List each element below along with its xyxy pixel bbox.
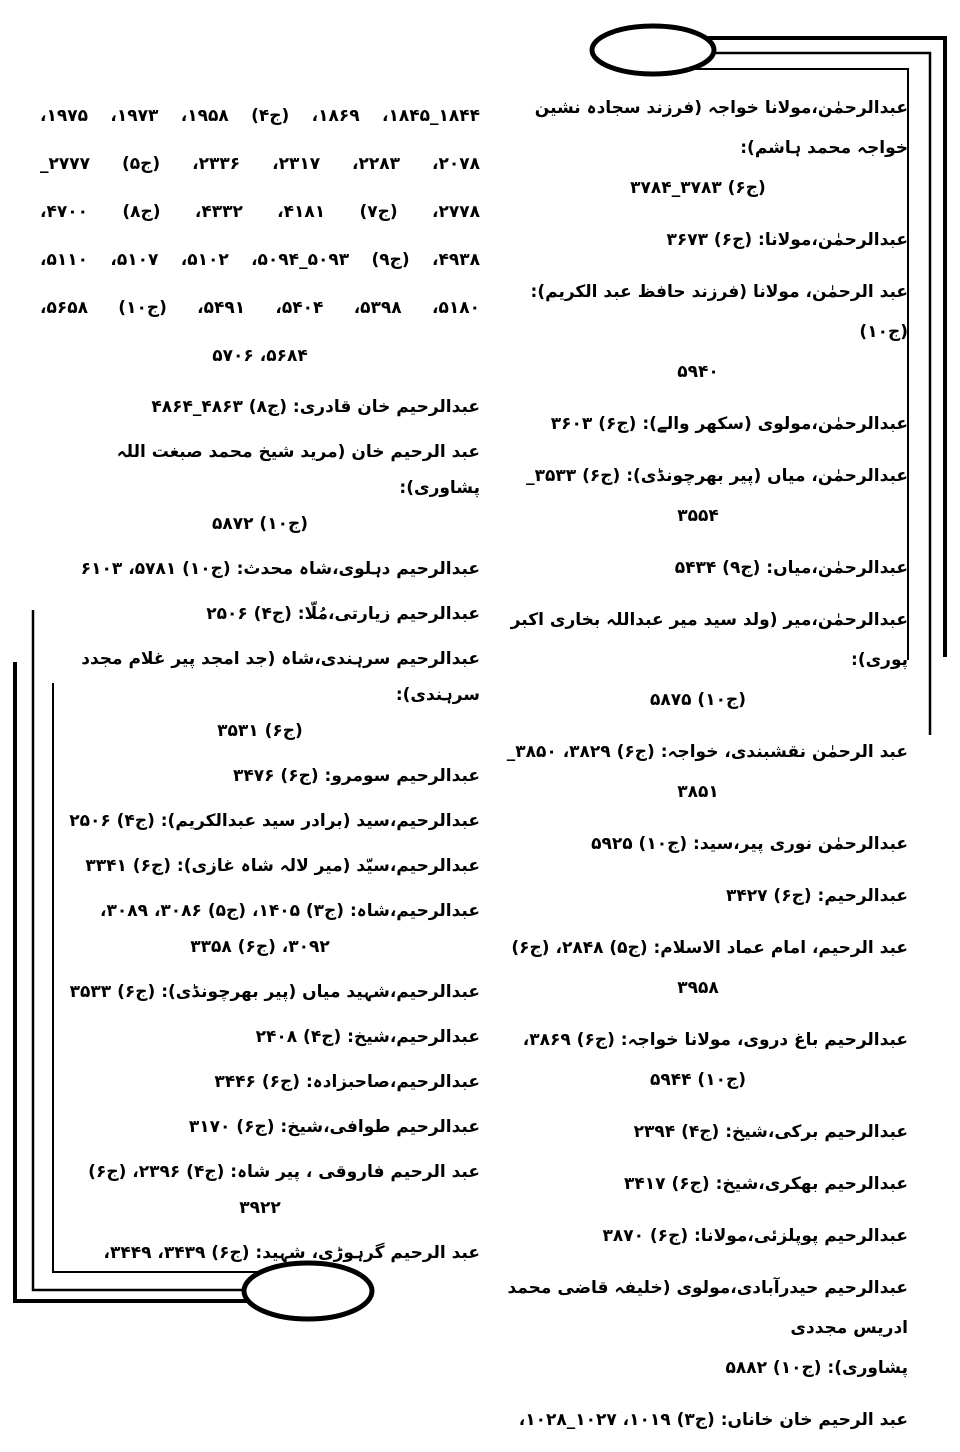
index-column-right (488, 88, 908, 1452)
entry-line: عبدالرحمٰن،مولانا خواجہ (فرزند سجادہ نشین خواجہ محمد ہاشم): (534, 98, 908, 158)
entry-line: عبدالرحمٰن،مولوی (سکھر والے): (ج۶) ۳۶۰۳ (550, 414, 908, 434)
index-entry (40, 551, 480, 587)
entry-line: عبدالرحمٰن، میاں (پیر بھرچونڈی): (ج۶) ۳۵۳۳_ (526, 466, 908, 486)
index-entry (488, 1112, 908, 1152)
entry-line: عبدالرحیم زیارتی،مُلّا: (ج۴) ۲۵۰۶ (206, 604, 480, 624)
index-entry (40, 758, 480, 794)
entry-line: ۵۶۸۴، ۵۷۰۶ (212, 346, 308, 366)
entry-line: پشاوری): (ج۱۰) ۵۸۸۲ (725, 1358, 908, 1378)
entry-line: عبد الرحیم گرہوڑی، شہید: (ج۶) ۳۴۳۹، ۳۴۴۹، (103, 1243, 480, 1263)
entry-line: عبدالرحیم،شیخ: (ج۴) ۲۴۰۸ (255, 1027, 480, 1047)
index-entry (488, 272, 908, 392)
index-entry (488, 1020, 908, 1100)
index-entry (40, 92, 480, 380)
index-entry (488, 88, 908, 208)
entry-line: عبد الرحیم، امام عماد الاسلام: (ج۵) ۲۸۴۸، (ج۶) (511, 938, 908, 958)
index-entry (40, 848, 480, 884)
entry-line: ۲۷۷۸، (ج۷) ۴۱۸۱، ۴۳۳۲، (ج۸) ۴۷۰۰، (40, 202, 480, 222)
entry-line: عبدالرحیم،شہید میاں (پیر بھرچونڈی): (ج۶) ۳۵۳۳ (69, 982, 480, 1002)
entry-line: عبد الرحیم خان خاناں: (ج۳) ۱۰۱۹، ۱۰۲۷_۱۰۲۸، (518, 1410, 908, 1430)
index-entry (40, 1235, 480, 1271)
index-entry (488, 1268, 908, 1388)
index-column-left (40, 92, 480, 1280)
entry-line: عبدالرحیم،سیّد (میر لالہ شاہ غازی): (ج۶) ۳۳۴۱ (85, 856, 480, 876)
entry-line: ۲۰۷۸، ۲۲۸۳، ۲۳۱۷، ۲۳۳۶، (ج۵) ۲۷۷۷_ (40, 154, 480, 174)
entry-line: ۳۰۹۲، (ج۶) ۳۳۵۸ (190, 937, 330, 957)
entry-line: عبدالرحیم حیدرآبادی،مولوی (خلیفہ قاضی محمد ادریس مجددی (507, 1278, 908, 1338)
entry-line: عبد الرحیم خان (مرید شیخ محمد صبغت اللہ پشاوری): (116, 442, 480, 498)
top-right-ellipse-icon (592, 26, 714, 74)
entry-line: ۴۹۳۸، (ج۹) ۵۰۹۳_۵۰۹۴، ۵۱۰۲، ۵۱۰۷، ۵۱۱۰، (40, 250, 480, 270)
index-entry (40, 596, 480, 632)
entry-line: عبدالرحیم سومرو: (ج۶) ۳۴۷۶ (233, 766, 480, 786)
entry-line: ۳۹۵۸ (677, 978, 719, 998)
entry-line: عبدالرحمٰن،میاں: (ج۹) ۵۴۳۴ (674, 558, 908, 578)
entry-line: عبدالرحیم بھکری،شیخ: (ج۶) ۳۴۱۷ (624, 1174, 908, 1194)
index-entry (40, 974, 480, 1010)
entry-line: عبدالرحیم: (ج۶) ۳۴۲۷ (725, 886, 908, 906)
entry-line: ۳۸۵۱ (677, 782, 719, 802)
index-entry (488, 824, 908, 864)
entry-line: (ج۱۰) ۵۸۷۲ (211, 514, 308, 534)
entry-line: عبدالرحیم،شاہ: (ج۳) ۱۴۰۵، (ج۵) ۳۰۸۶، ۳۰۸۹، (100, 901, 480, 921)
index-entry (488, 600, 908, 720)
entry-line: عبدالرحیم برکی،شیخ: (ج۴) ۲۳۹۴ (633, 1122, 908, 1142)
index-entry (488, 1400, 908, 1440)
entry-line: ۱۸۴۴_۱۸۴۵، ۱۸۶۹، (ج۴) ۱۹۵۸، ۱۹۷۳، ۱۹۷۵، (40, 106, 480, 126)
entry-line: عبد الرحیم فاروقی ، پیر شاہ: (ج۴) ۲۳۹۶، (ج۶) (88, 1162, 480, 1182)
index-entry (488, 404, 908, 444)
index-entry (488, 732, 908, 812)
entry-line: ۳۵۵۴ (677, 506, 719, 526)
entry-line: عبدالرحیم طوافی،شیخ: (ج۶) ۳۱۷۰ (188, 1117, 480, 1137)
index-entry (488, 928, 908, 1008)
entry-line: (ج۱۰) ۵۸۷۵ (649, 690, 746, 710)
index-entry (40, 434, 480, 542)
entry-line: عبدالرحمٰن،میر (ولد سید میر عبداللہ بخاری اکبر پوری): (510, 610, 908, 670)
entry-line: عبدالرحمٰن نوری پیر،سید: (ج۱۰) ۵۹۲۵ (591, 834, 908, 854)
entry-line: عبدالرحیم،صاحبزادہ: (ج۶) ۳۴۴۶ (214, 1072, 480, 1092)
entry-line: عبدالرحیم پوپلزئی،مولانا: (ج۶) ۳۸۷۰ (602, 1226, 908, 1246)
index-entry (40, 1019, 480, 1055)
index-entry (488, 876, 908, 916)
entry-line: ۳۹۲۲ (239, 1198, 281, 1218)
entry-line: عبدالرحیم،سید (برادر سید عبدالکریم): (ج۴) ۲۵۰۶ (69, 811, 480, 831)
entry-line: عبدالرحیم خان قادری: (ج۸) ۴۸۶۳_۴۸۶۴ (151, 397, 480, 417)
index-entry (40, 1109, 480, 1145)
entry-line: (ج۶) ۳۵۳۱ (217, 721, 303, 741)
index-entry (488, 548, 908, 588)
entry-line: ۵۱۸۰، ۵۳۹۸، ۵۴۰۴، ۵۴۹۱، (ج۱۰) ۵۶۵۸، (40, 298, 480, 318)
entry-line: عبد الرحمٰن نقشبندی، خواجہ: (ج۶) ۳۸۲۹، ۳۸۵۰_ (506, 742, 908, 762)
index-entry (488, 1216, 908, 1256)
index-entry (40, 641, 480, 749)
index-entry (40, 389, 480, 425)
index-entry (40, 1064, 480, 1100)
entry-line: عبدالرحیم باغ دروی، مولانا خواجہ: (ج۶) ۳۸۶۹، (522, 1030, 908, 1050)
index-entry (488, 456, 908, 536)
index-entry (40, 803, 480, 839)
index-entry (488, 220, 908, 260)
entry-line: عبدالرحیم دہلوی،شاہ محدث: (ج۱۰) ۵۷۸۱، ۶۱۰۳ (80, 559, 480, 579)
entry-line: (ج۶) ۳۷۸۳_۳۷۸۴ (630, 178, 766, 198)
index-entry (40, 893, 480, 965)
entry-line: ۵۹۴۰ (677, 362, 719, 382)
entry-line: عبد الرحمٰن، مولانا (فرزند حافظ عبد الکریم): (ج۱۰) (530, 282, 908, 342)
index-entry (488, 1164, 908, 1204)
entry-line: عبدالرحیم سرہندی،شاہ (جد امجد پیر غلام مجدد سرہندی): (81, 649, 480, 705)
index-entry (40, 1154, 480, 1226)
entry-line: عبدالرحمٰن،مولانا: (ج۶) ۳۶۷۳ (666, 230, 908, 250)
entry-line: (ج۱۰) ۵۹۴۴ (649, 1070, 746, 1090)
